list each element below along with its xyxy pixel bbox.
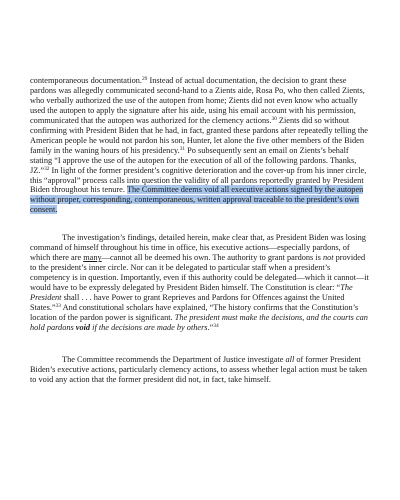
footnote-ref-29: 29 [141,75,148,82]
text-segment: In light of the former president’s cognitive deterioration and the cover-up from his inner circle, this “approval” process calls into question the validity of all pardons reportedly granted by President Biden throughout his tenure. [30,165,367,195]
footnote-ref-32: 32 [44,165,50,172]
text-segment: —cannot all be deemed his own. The authority to grant pardons is [101,253,323,263]
underlined-text: many [83,253,102,263]
italic-text: all [285,354,295,364]
text-segment: The investigation’s findings, detailed herein, make clear that, as President Biden was losing command of himself throughout his time in office, his executive actions—especially pardons, of which there are [30,233,366,263]
text-segment: shall . . . have Power to grant Reprieves and Pardons for Offences against the United States.” [30,293,345,313]
text-segment: And constitutional scholars have explained, “The history confirms that the Constitution’s location of the pardon power is significant. [30,303,359,322]
paragraph-spacer [30,333,370,355]
paragraph-spacer [30,215,370,233]
footnote-ref-30: 30 [271,115,277,122]
italic-text: The President [30,283,353,303]
text-segment: The Committee recommends the Department of Justice investigate [62,354,286,364]
text-segment: Po subsequently sent an email on Zients’s behalf stating “I approve the use of the autopen for the execution of all of the following pardons. Thanks, JZ.” [30,145,357,175]
text-segment: Instead of actual documentation, the decision to grant these pardons was allegedly communicated second-hand to a Zients aide, Rosa Po, who then called Zients, who verbally authorized the use of the autopen from home; Zients did not even know who actually used the autopen to apply the signature after his aide, using his email account with his permission, communicated that the autopen was authorized for the clemency actions. [30,76,365,125]
text-segment: contemporaneous documentation. [30,76,142,85]
italic-quote: if the decisions are made by others [90,322,208,332]
footnote-ref-31: 31 [179,145,186,152]
italic-quote: The president must make the decisions, and the courts can hold pardons [30,312,368,332]
paragraph-1 [30,76,370,215]
footnote-ref-33: 33 [55,302,61,309]
text-segment: Zients did so without confirming with President Biden that he had, in fact, granted these pardons after repeatedly telling the American people he would not pardon his son, Hunter, let alone the five other members of the Biden family in the waning hours of his presidency. [30,115,368,155]
highlighted-text-selection[interactable]: The Committee deems void all executive actions signed by the autopen without proper, corresponding, contemporaneous, written approval traceable to the president’s own consent. [30,185,364,215]
bold-italic-text: void [75,322,91,332]
paragraph-3 [30,355,370,385]
paragraph-2 [30,233,370,333]
text-segment: .” [207,322,214,332]
text-segment: provided to the president’s inner circle. Nor can it be delegated to particular staff when a president’s competency is in question. Importantly, even if this authority could be delegated—which it cannot—it would have to be expressly delegated by President Biden himself. The Constitution is clear: “ [30,253,369,293]
italic-text: not [322,253,334,263]
text-segment: of former President Biden’s executive actions, particularly clemency actions, to assess whether legal action must be taken to void any action that the former president did not, in fact, take himself. [30,354,368,384]
footnote-ref-34: 34 [213,322,219,329]
